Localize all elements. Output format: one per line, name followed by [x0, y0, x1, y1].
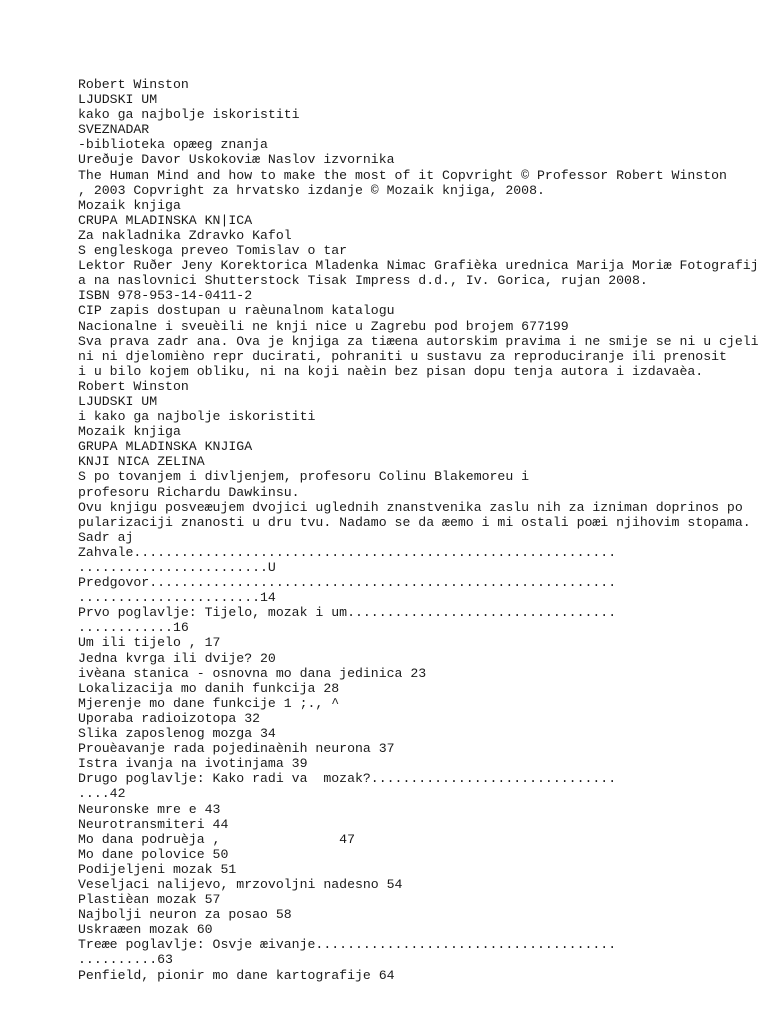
- text-line: Uporaba radioizotopa 32: [78, 710, 261, 726]
- text-line: Mo dana podruèja , 47: [78, 831, 355, 847]
- text-line: Neuronske mre e 43: [78, 801, 221, 817]
- text-line: Najbolji neuron za posao 58: [78, 907, 292, 923]
- text-line: Prouèavanje rada pojedinaènih neurona 37: [78, 741, 395, 757]
- text-line: Nacionalne i sveuèili ne knji nice u Zagrebu pod brojem 677199: [78, 318, 569, 334]
- text-line: LJUDSKI UM: [78, 393, 158, 409]
- text-line: ........................U: [78, 560, 276, 575]
- document-text: [78, 77, 768, 983]
- text-line: a na naslovnici Shutterstock Tisak Impress d.d., Iv. Gorica, rujan 2008.: [78, 273, 648, 289]
- text-line: Sadr aj: [78, 529, 134, 545]
- text-line: CIP zapis dostupan u raèunalnom katalogu: [78, 303, 395, 319]
- text-line: Zahvale.............................................................: [78, 544, 617, 560]
- text-line: pularizaciji znanosti u dru tvu. Nadamo se da æemo i mi ostali poæi njihovim stopama.: [78, 514, 751, 530]
- text-line: Sva prava zadr ana. Ova je knjiga za tiæena autorskim pravima i ne smije se ni u cjeli: [78, 333, 759, 349]
- text-line: Ureðuje Davor Uskokoviæ Naslov izvornika: [78, 152, 395, 168]
- text-line: Penfield, pionir mo dane kartografije 64: [78, 967, 395, 983]
- text-line: Mjerenje mo dane funkcije 1 ;., ^: [78, 695, 340, 711]
- text-line: ni ni djelomièno repr ducirati, pohraniti u sustavu za reproduciranje ili prenosit: [78, 348, 727, 364]
- text-line: ....42: [78, 786, 126, 802]
- text-line: , 2003 Copvright za hrvatsko izdanje © Mozaik knjiga, 2008.: [78, 182, 545, 198]
- text-line: The Human Mind and how to make the most of it Copvright © Professor Robert Winston: [78, 167, 727, 183]
- text-line: LJUDSKI UM: [78, 92, 158, 108]
- text-line: Lektor Ruðer Jeny Korektorica Mladenka Nimac Grafièka urednica Marija Moriæ Fotografij: [78, 258, 759, 274]
- text-line: Veseljaci nalijevo, mrzovoljni nadesno 54: [78, 876, 403, 892]
- text-line: Treæe poglavlje: Osvje æivanje......................................: [78, 937, 617, 953]
- text-line: Predgovor...........................................................: [78, 575, 617, 591]
- text-line: i kako ga najbolje iskoristiti: [78, 409, 316, 425]
- text-line: ..........63: [78, 952, 173, 968]
- text-line: Uskraæen mozak 60: [78, 922, 213, 938]
- text-line: Podijeljeni mozak 51: [78, 861, 237, 877]
- text-line: SVEZNADAR: [78, 122, 150, 138]
- text-line: Lokalizacija mo danih funkcija 28: [78, 680, 340, 696]
- text-line: Jedna kvrga ili dvije? 20: [78, 650, 276, 666]
- text-line: kako ga najbolje iskoristiti: [78, 107, 300, 123]
- text-line: ............16: [78, 620, 189, 636]
- text-line: Plastièan mozak 57: [78, 892, 221, 908]
- text-line: .......................14: [78, 590, 276, 606]
- text-line: Drugo poglavlje: Kako radi va mozak?...............................: [78, 771, 617, 787]
- text-line: Mozaik knjiga: [78, 424, 181, 440]
- text-line: Um ili tijelo , 17: [78, 635, 221, 651]
- text-line: Mo dane polovice 50: [78, 846, 229, 862]
- text-line: Prvo poglavlje: Tijelo, mozak i um..................................: [78, 605, 617, 621]
- text-line: Robert Winston: [78, 77, 189, 92]
- text-line: i u bilo kojem obliku, ni na koji naèin bez pisan dopu tenja autora i izdavaèa.: [78, 363, 704, 379]
- text-line: Robert Winston: [78, 378, 189, 394]
- text-line: Neurotransmiteri 44: [78, 816, 229, 832]
- text-line: Za nakladnika Zdravko Kafol: [78, 227, 292, 243]
- text-line: ISBN 978-953-14-0411-2: [78, 288, 253, 304]
- text-line: CRUPA MLADINSKA KN|ICA: [78, 212, 253, 228]
- text-line: Istra ivanja na ivotinjama 39: [78, 756, 308, 772]
- text-line: Ovu knjigu posveæujem dvojici uglednih znanstvenika zaslu nih za izniman doprinos po: [78, 499, 743, 515]
- text-line: Mozaik knjiga: [78, 197, 181, 213]
- text-line: S po tovanjem i divljenjem, profesoru Colinu Blakemoreu i: [78, 469, 530, 485]
- text-line: -biblioteka opæeg znanja: [78, 137, 276, 153]
- text-line: KNJI NICA ZELINA: [78, 454, 205, 470]
- text-line: Slika zaposlenog mozga 34: [78, 726, 276, 742]
- text-line: ivèana stanica - osnovna mo dana jedinica 23: [78, 665, 427, 681]
- text-line: profesoru Richardu Dawkinsu.: [78, 484, 300, 500]
- text-line: GRUPA MLADINSKA KNJIGA: [78, 439, 253, 455]
- text-line: S engleskoga preveo Tomislav o tar: [78, 243, 348, 259]
